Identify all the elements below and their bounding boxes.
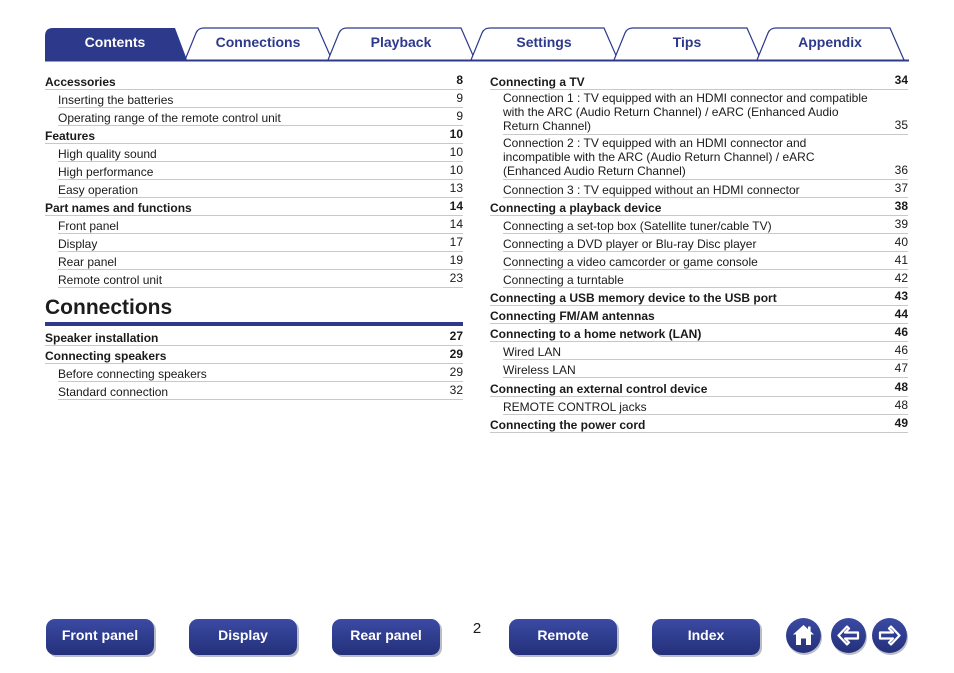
toc-right-column <box>490 72 908 433</box>
page-number: 2 <box>472 620 482 637</box>
toc-item[interactable]: Wireless LAN 47 <box>503 361 908 377</box>
toc-item[interactable]: Connection 1 : TV equipped with an HDMI connector and compatible with the ARC (Audio Return Channel) / eARC (Enhanced Audio Return Channel) 35 <box>503 91 908 133</box>
toc-heading-connecting-speakers[interactable]: Connecting speakers 29 <box>45 347 463 363</box>
tab-shapes <box>0 0 954 64</box>
toc-heading-connecting-tv[interactable]: Connecting a TV 34 <box>490 73 908 89</box>
toc-item[interactable]: Easy operation 13 <box>58 181 463 197</box>
toc-heading-external-control[interactable]: Connecting an external control device 48 <box>490 380 908 396</box>
tab-bar <box>0 0 954 64</box>
tab-playback[interactable]: Playback <box>370 34 432 50</box>
toc-item[interactable]: Connecting a turntable 42 <box>503 271 908 287</box>
tab-appendix[interactable]: Appendix <box>798 34 862 50</box>
toc-left-column <box>45 72 463 400</box>
toc-item[interactable]: REMOTE CONTROL jacks 48 <box>503 398 908 414</box>
toc-item[interactable]: Connection 2 : TV equipped with an HDMI connector and incompatible with the ARC (Audio Return Channel) / eARC (Enhanced Audio Return Channel) 36 <box>503 136 908 178</box>
toc-heading-playback-device[interactable]: Connecting a playback device 38 <box>490 199 908 215</box>
toc-item[interactable]: Standard connection 32 <box>58 383 463 399</box>
rear-panel-button[interactable]: Rear panel <box>332 619 440 655</box>
toc-item[interactable]: Inserting the batteries 9 <box>58 91 463 107</box>
toc-heading-features[interactable]: Features 10 <box>45 127 463 143</box>
toc-item[interactable]: Connecting a video camcorder or game console 41 <box>503 253 908 269</box>
display-button[interactable]: Display <box>189 619 297 655</box>
index-button[interactable]: Index <box>652 619 760 655</box>
toc-heading-power-cord[interactable]: Connecting the power cord 49 <box>490 416 908 432</box>
toc-heading-home-network[interactable]: Connecting to a home network (LAN) 46 <box>490 325 908 341</box>
tab-contents[interactable]: Contents <box>84 34 146 50</box>
toc-heading-usb[interactable]: Connecting a USB memory device to the USB port 43 <box>490 289 908 305</box>
tab-connections[interactable]: Connections <box>215 34 301 50</box>
toc-item[interactable]: Remote control unit 23 <box>58 271 463 287</box>
tab-tips[interactable]: Tips <box>672 34 702 50</box>
remote-button[interactable]: Remote <box>509 619 617 655</box>
toc-item[interactable]: Rear panel 19 <box>58 253 463 269</box>
toc-heading-part-names[interactable]: Part names and functions 14 <box>45 199 463 215</box>
toc-item[interactable]: Connecting a DVD player or Blu-ray Disc player 40 <box>503 235 908 251</box>
toc-item[interactable]: Front panel 14 <box>58 217 463 233</box>
toc-item[interactable]: Connection 3 : TV equipped without an HDMI connector 37 <box>503 181 908 197</box>
toc-item[interactable]: Connecting a set-top box (Satellite tuner/cable TV) 39 <box>503 217 908 233</box>
back-button[interactable] <box>831 618 866 653</box>
toc-item[interactable]: Wired LAN 46 <box>503 343 908 359</box>
home-button[interactable] <box>786 618 821 653</box>
toc-item[interactable]: Operating range of the remote control unit 9 <box>58 109 463 125</box>
forward-arrow-icon <box>872 618 907 653</box>
toc-item[interactable]: Before connecting speakers 29 <box>58 365 463 381</box>
home-icon <box>786 618 821 653</box>
front-panel-button[interactable]: Front panel <box>46 619 154 655</box>
forward-button[interactable] <box>872 618 907 653</box>
toc-heading-antennas[interactable]: Connecting FM/AM antennas 44 <box>490 307 908 323</box>
section-title-connections: Connections <box>45 294 463 326</box>
toc-item[interactable]: High quality sound 10 <box>58 145 463 161</box>
toc-heading-speaker-installation[interactable]: Speaker installation 27 <box>45 329 463 345</box>
back-arrow-icon <box>831 618 866 653</box>
toc-item[interactable]: Display 17 <box>58 235 463 251</box>
tab-settings[interactable]: Settings <box>516 34 572 50</box>
toc-heading-accessories[interactable]: Accessories 8 <box>45 73 463 89</box>
toc-item[interactable]: High performance 10 <box>58 163 463 179</box>
